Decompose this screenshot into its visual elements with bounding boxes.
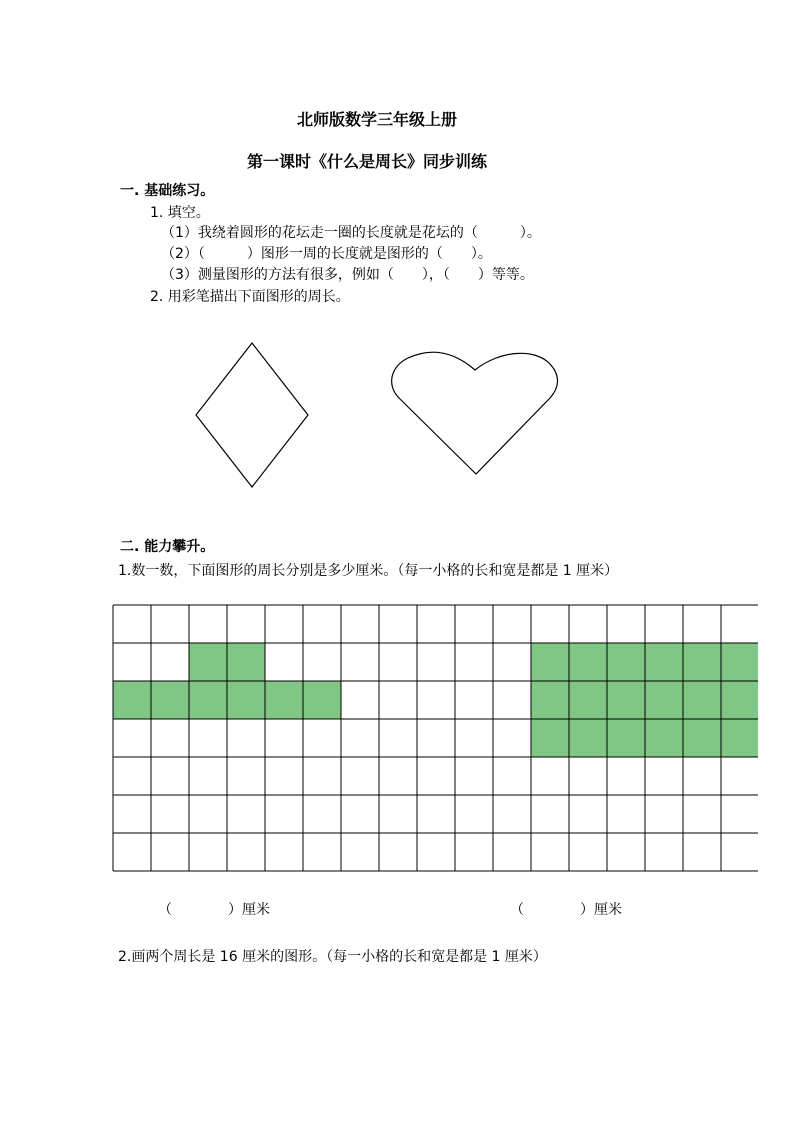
square-grid bbox=[112, 604, 758, 876]
shaded-grid-cell bbox=[645, 643, 683, 681]
shaded-grid-cell bbox=[113, 681, 151, 719]
heart-shape bbox=[392, 352, 558, 474]
shaded-grid-cell bbox=[569, 719, 607, 757]
answer-blank-right: （ ）厘米 bbox=[510, 902, 622, 918]
diamond-shape bbox=[196, 343, 308, 487]
question-2-2-text: 2.画两个周长是 16 厘米的图形。（每一小格的长和宽是都是 1 厘米） bbox=[118, 949, 547, 965]
shaded-grid-cell bbox=[607, 681, 645, 719]
shaded-grid-cell bbox=[531, 719, 569, 757]
shaded-grid-cell bbox=[683, 643, 721, 681]
shaded-grid-cell bbox=[569, 643, 607, 681]
shaded-grid-cell bbox=[607, 643, 645, 681]
question-2-1-text: 1.数一数，下面图形的周长分别是多少厘米。（每一小格的长和宽是都是 1 厘米） bbox=[118, 563, 619, 579]
shaded-grid-cell bbox=[303, 681, 341, 719]
shaded-grid-cell bbox=[227, 681, 265, 719]
shaded-grid-cell bbox=[607, 719, 645, 757]
document-title: 北师版数学三年级上册 bbox=[297, 110, 458, 129]
shaded-grid-cell bbox=[265, 681, 303, 719]
fill-blank-item-2: （2）（ ）图形一周的长度就是图形的（ ）。 bbox=[161, 246, 492, 262]
shaded-grid-cell bbox=[531, 681, 569, 719]
question-1-label: 1. 填空。 bbox=[150, 205, 210, 221]
fill-blank-item-1: （1）我绕着圆形的花坛走一圈的长度就是花坛的（ ）。 bbox=[161, 225, 541, 241]
answer-blank-left: （ ）厘米 bbox=[158, 902, 270, 918]
question-2-label: 2. 用彩笔描出下面图形的周长。 bbox=[150, 289, 350, 305]
shaded-grid-cell bbox=[189, 681, 227, 719]
shaded-grid-cell bbox=[721, 719, 758, 757]
shaded-grid-cell bbox=[189, 643, 227, 681]
shaded-grid-cell bbox=[227, 643, 265, 681]
outline-shapes bbox=[190, 338, 570, 493]
shaded-grid-cell bbox=[683, 719, 721, 757]
fill-blank-item-3: （3）测量图形的方法有很多，例如（ ），（ ）等等。 bbox=[161, 267, 534, 283]
shaded-grid-cell bbox=[721, 643, 758, 681]
shaded-grid-cell bbox=[645, 681, 683, 719]
shaded-grid-cell bbox=[151, 681, 189, 719]
shaded-grid-cell bbox=[721, 681, 758, 719]
document-subtitle: 第一课时《什么是周长》同步训练 bbox=[247, 152, 488, 171]
shaded-grid-cell bbox=[645, 719, 683, 757]
shaded-grid-cell bbox=[683, 681, 721, 719]
section-1-heading: 一. 基础练习。 bbox=[120, 183, 215, 199]
section-2-heading: 二. 能力攀升。 bbox=[120, 539, 215, 555]
shaded-grid-cell bbox=[531, 643, 569, 681]
shaded-grid-cell bbox=[569, 681, 607, 719]
